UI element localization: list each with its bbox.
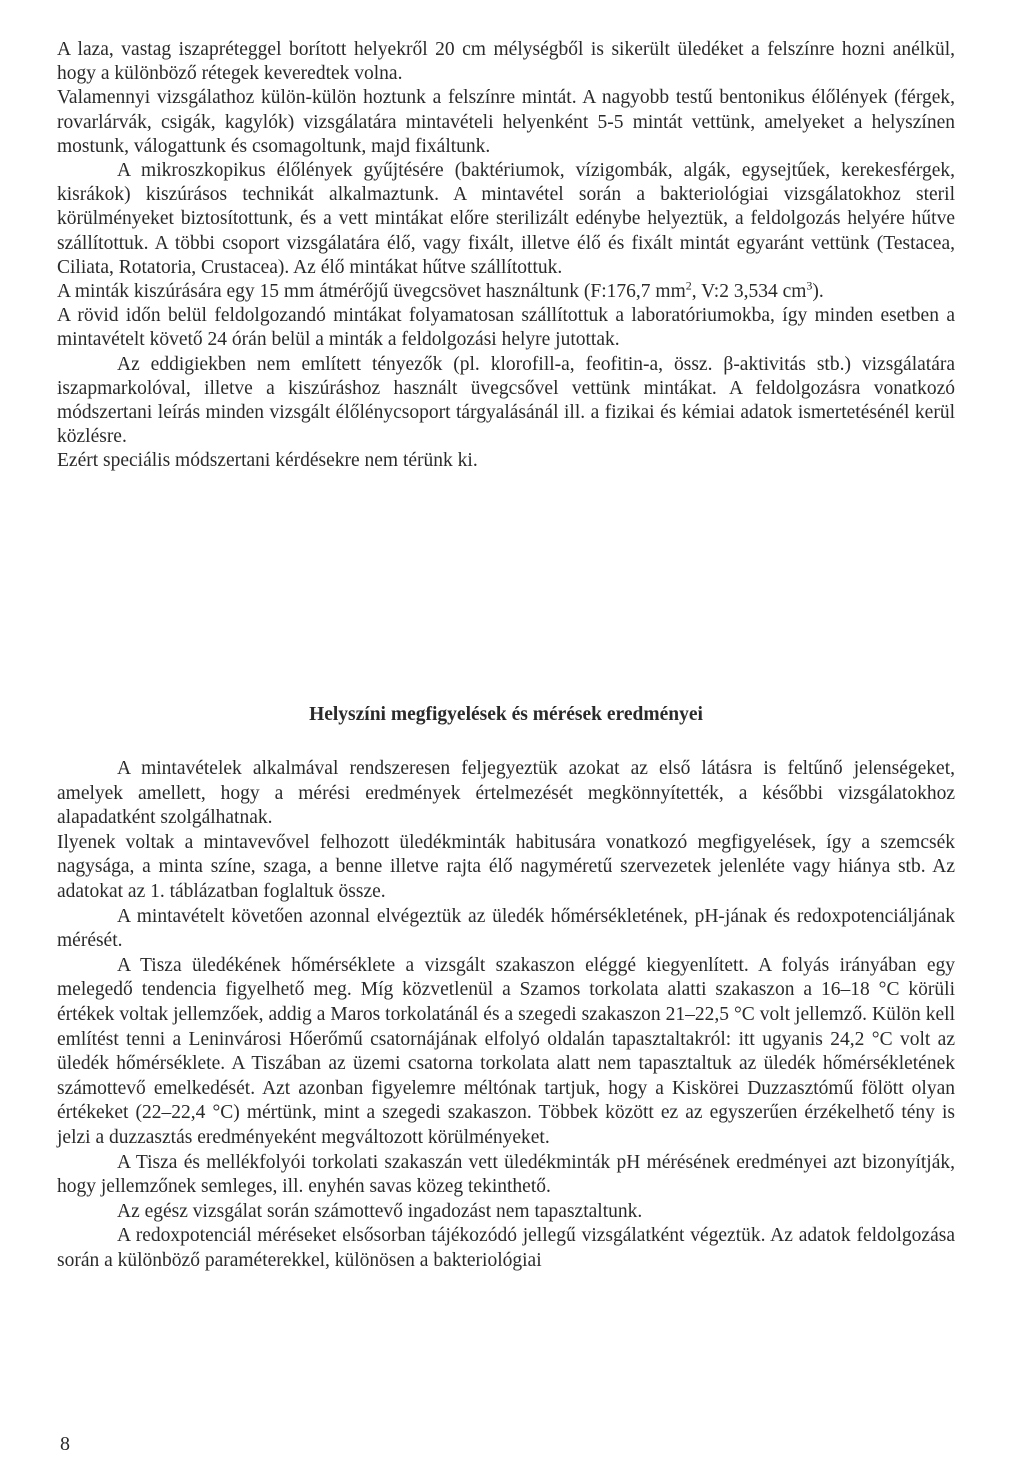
- paragraph: A rövid időn belül feldolgozandó mintákat folyamatosan szállítottuk a laboratóriumokba, így minden esetben a mintavételt követő 24 órán belül a minták a feldolgozási helyre jutottak.: [57, 305, 955, 351]
- paragraph: A mikroszkopikus élőlények gyűjtésére (baktériumok, vízigombák, algák, egysejtűek, kerekesférgek, kisrákok) kiszúrásos technikát alkalmaztunk. A mintavétel során a bakteriológiai vizsgálatokhoz steril körülményeket biztosítottunk, és a vett mintákat előre sterilizált edénybe helyeztük, a feldolgozás helyére hűtve szállítottuk. A többi csoport vizsgálatára élő, vagy fixált, illetve élő és fixált mintát egyaránt vettünk (Testacea, Ciliata, Rotatoria, Crustacea). Az élő mintákat hűtve szállítottuk.: [57, 160, 955, 278]
- paragraph: Valamennyi vizsgálathoz külön-külön hoztunk a felszínre mintát. A nagyobb testű bentonikus élőlények (férgek, rovarlárvák, csigák, kagylók) vizsgálatára mintavételi helyenként 5-5 mintát vettünk, amelyeket a helyszínen mostunk, válogattunk és csomagoltunk, majd fixáltunk.: [57, 87, 955, 157]
- paragraph: Ilyenek voltak a mintavevővel felhozott üledékminták habitusára vonatkozó megfigyelések, így a szemcsék nagysága, a minta színe, szaga, a benne illetve rajta élő nagyméretű szervezetek jelenléte vagy hiánya stb. Az adatokat az 1. táblázatban foglaltuk össze.: [57, 831, 955, 902]
- paragraph: Ezért speciális módszertani kérdésekre nem térünk ki.: [57, 450, 478, 472]
- paragraph: A Tisza és mellékfolyói torkolati szakaszán vett üledékminták pH mérésének eredményei azt bizonyítják, hogy jellemzőnek semleges, ill. enyhén savas közeg tekinthető.: [57, 1151, 955, 1198]
- paragraph: A mintavételt követően azonnal elvégeztük az üledék hőmérsékletének, pH-jának és redoxpotenciáljának mérését.: [57, 905, 955, 952]
- methods-text: [57, 38, 955, 474]
- paragraph: A Tisza üledékének hőmérséklete a vizsgált szakaszon eléggé kiegyenlített. A folyás irányában egy melegedő tendencia figyelhető meg. Míg közvetlenül a Szamos torkolata alatti szakaszon a 16–18 °C körüli értékek voltak jellemzőek, addig a Maros torkolatánál és a szegedi szakaszon 21–22,5 °C volt jellemző. Külön kell említést tenni a Leninvárosi Hőerőmű csatornájának elfolyó oldalán tapasztaltakról: itt ugyanis 24,2 °C volt az üledék hőmérséklete. A Tiszában az üzemi csatorna torkolata alatt nem tapasztaltuk az üledék hőmérsékletének számottevő emelkedését. Azt azonban figyelemre méltónak tartjuk, hogy a Kiskörei Duzzasztómű fölött olyan értékeket (22–22,4 °C) mértünk, mint a szegedi szakaszon. Többek között ez az egyszerűen érzékelhető tény is jelzi a duzzasztás eredményeként megváltozott körülményeket.: [57, 954, 955, 1148]
- paragraph: A mintavételek alkalmával rendszeresen feljegyeztük azokat az első látásra is feltűnő jelenségeket, amelyek amellett, hogy a mérési eredmények értelmezését megkönnyítették, a későbbi vizsgálatokhoz alapadatként szolgálhatnak.: [57, 758, 955, 829]
- superscript-3: 3: [806, 278, 813, 293]
- section-heading: Helyszíni megfigyelések és mérések eredményei: [309, 704, 703, 725]
- results-text: [57, 757, 955, 1273]
- paragraph: Az eddigiekben nem említett tényezők (pl. klorofill-a, feofitin-a, össz. β-aktivitás stb.) vizsgálatára iszapmarkolóval, illetve a kiszúráshoz használt üvegcsővel vettünk mintákat. A feldolgozásra vonatkozó módszertani leírás minden vizsgált élőlénycsoport tárgyalásánál ill. a fizikai és kémiai adatok ismertetésénél kerül közlésre.: [57, 353, 955, 448]
- superscript-2: 2: [685, 278, 692, 293]
- tube-text-3: ).: [812, 281, 824, 303]
- paragraph: Az egész vizsgálat során számottevő ingadozást nem tapasztaltunk.: [117, 1200, 643, 1222]
- paragraph: A laza, vastag iszapréteggel borított helyekről 20 cm mélységből is sikerült üledéket a felszínre hozni anélkül, hogy a különböző rétegek keveredtek volna.: [57, 39, 955, 85]
- tube-text-2: , V:2 3,534 cm: [691, 281, 807, 303]
- tube-text-1: A minták kiszúrására egy 15 mm átmérőjű üvegcsövet használtunk (F:176,7 mm: [57, 281, 686, 303]
- tube-paragraph: [57, 280, 955, 304]
- page-number: 8: [60, 1433, 70, 1455]
- paragraph: A redoxpotenciál méréseket elsősorban tájékozódó jellegű vizsgálatként végeztük. Az adatok feldolgozása során a különböző paraméterekkel, különösen a bakteriológiai: [57, 1225, 955, 1271]
